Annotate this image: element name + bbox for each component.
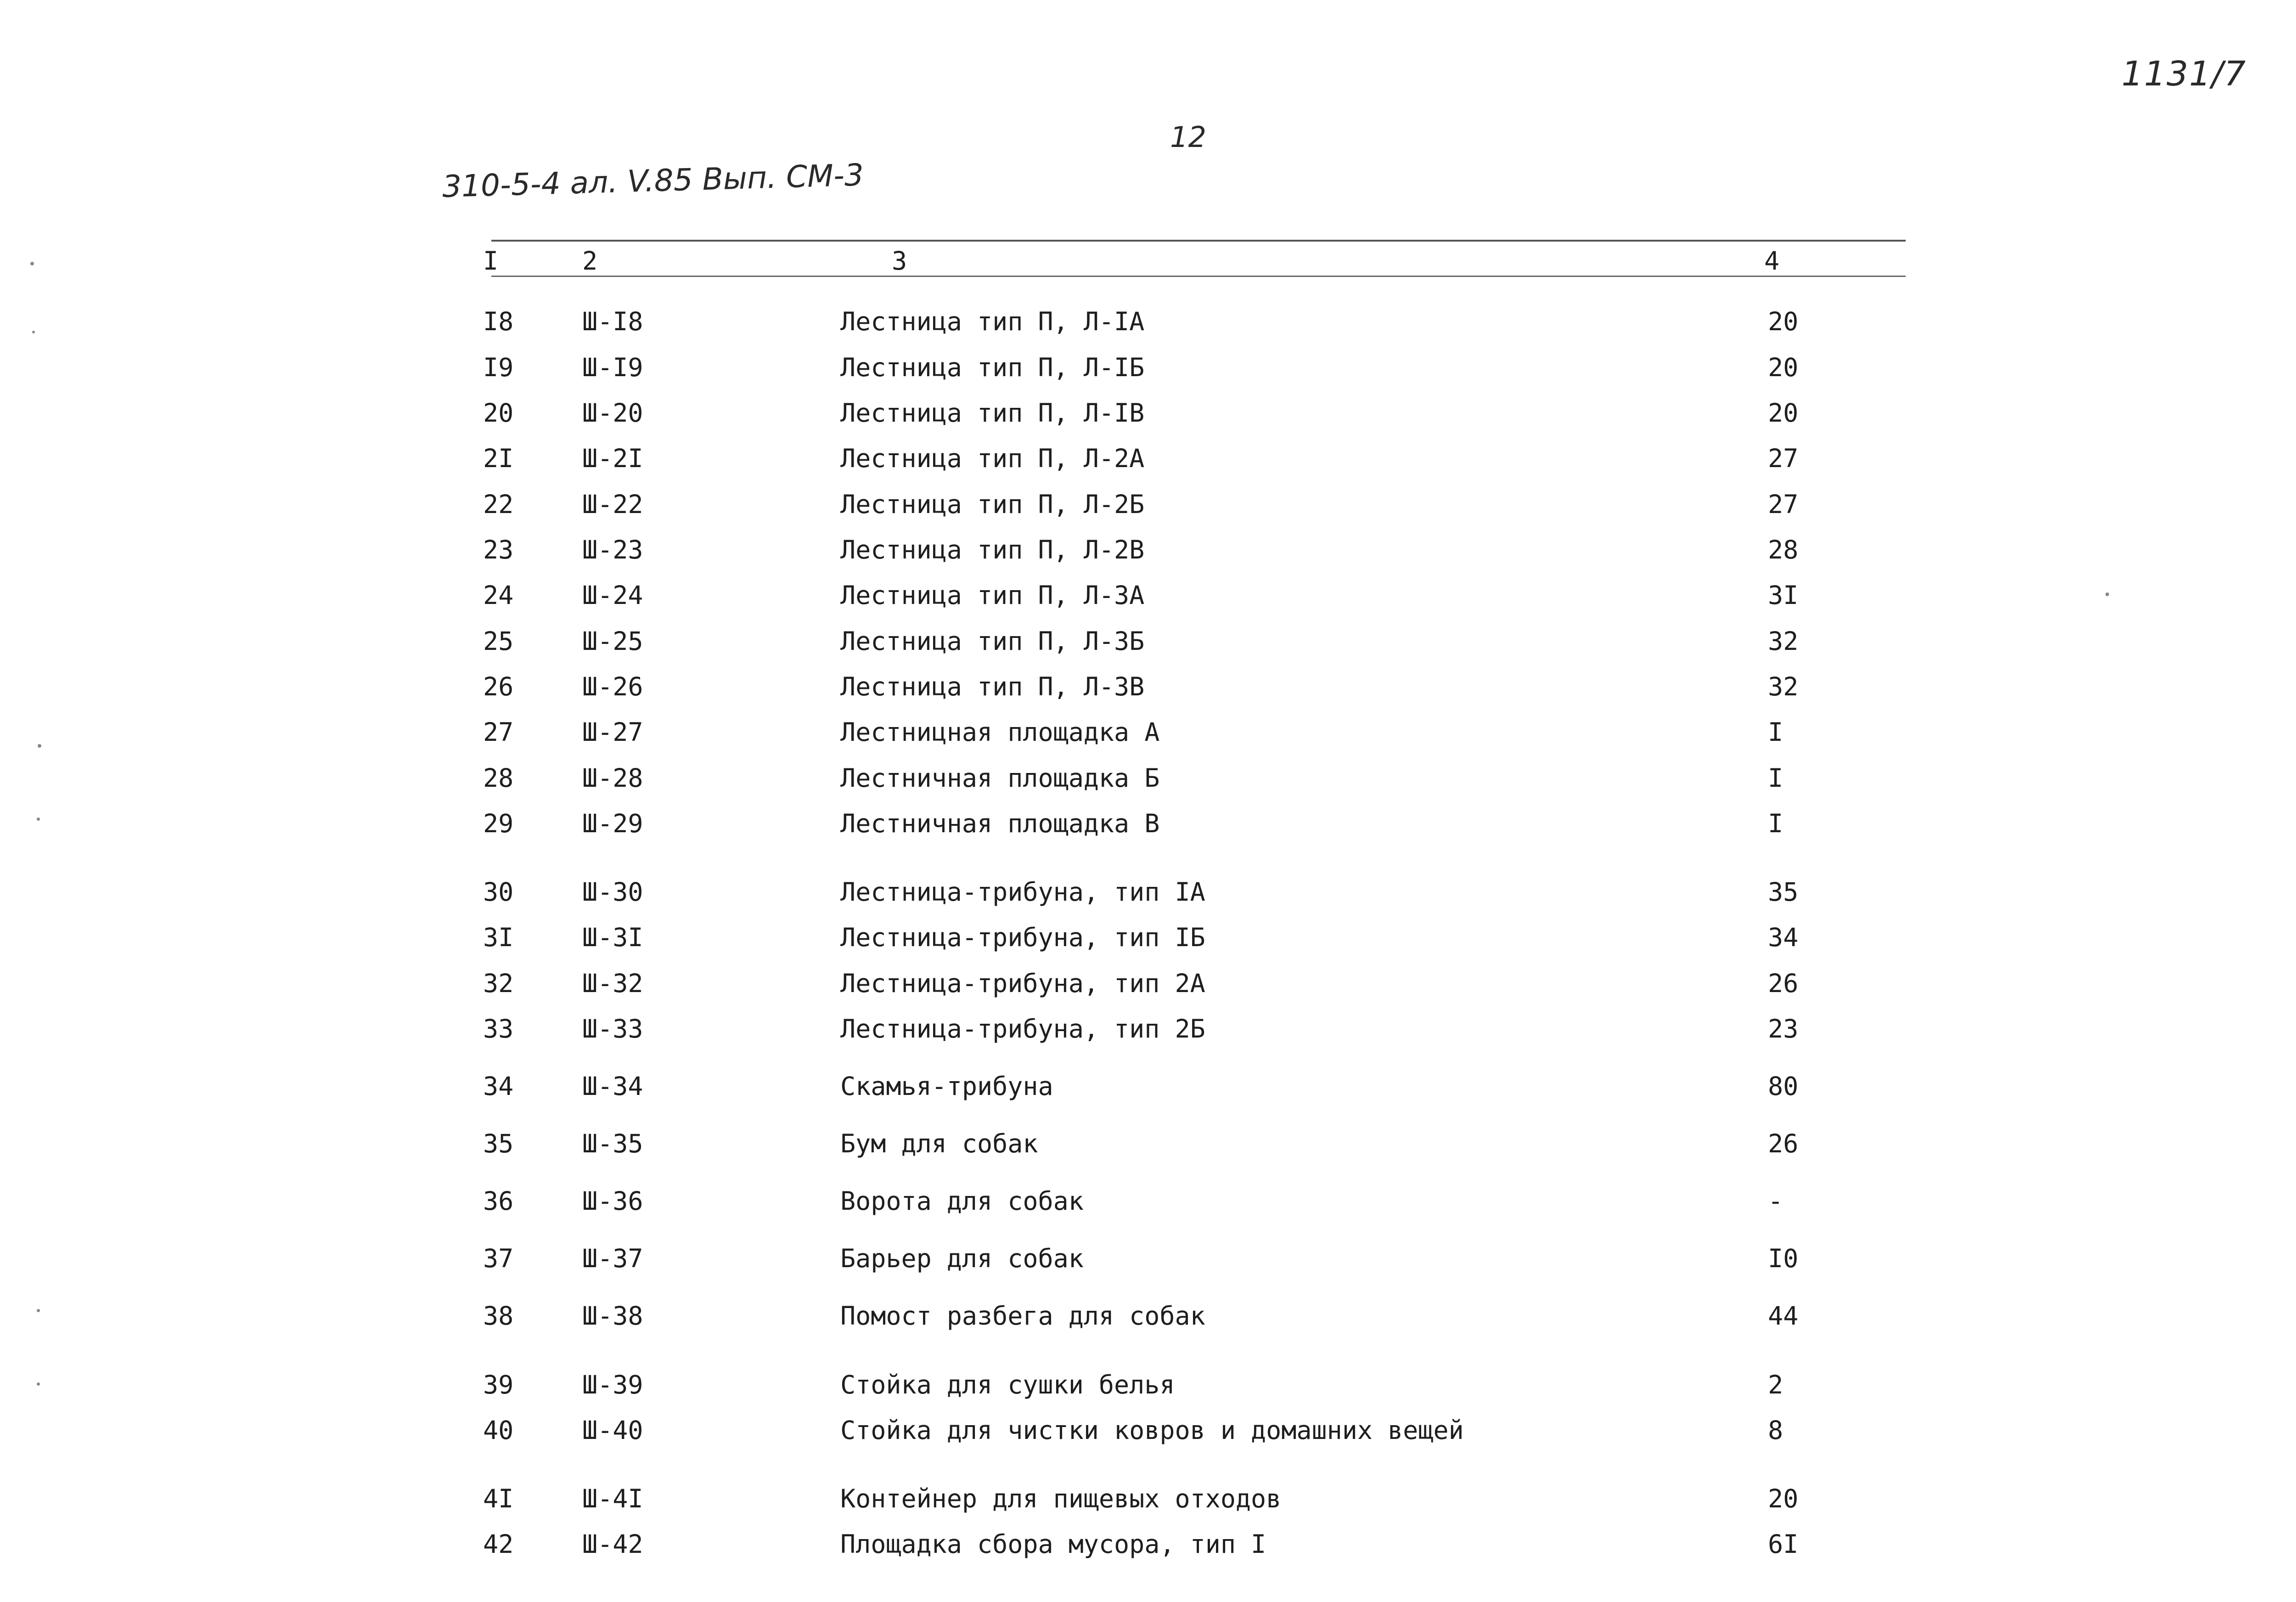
row-number: 28 — [483, 763, 514, 793]
row-code: Ш-27 — [582, 717, 643, 747]
row-number: 24 — [483, 581, 514, 610]
row-value: 2 — [1768, 1370, 1784, 1399]
row-number: 37 — [483, 1244, 514, 1273]
row-number: 25 — [483, 626, 514, 656]
row-number: I9 — [483, 353, 514, 382]
row-code: Ш-34 — [582, 1072, 643, 1101]
row-name: Контейнер для пищевых отходов — [840, 1484, 1282, 1513]
row-value: 34 — [1768, 923, 1799, 952]
row-code: Ш-29 — [582, 809, 643, 838]
row-name: Лестница тип П, Л-3В — [840, 672, 1145, 701]
row-value: 20 — [1768, 1484, 1799, 1513]
row-name: Площадка сбора мусора, тип I — [840, 1529, 1266, 1559]
row-number: 26 — [483, 672, 514, 701]
scan-speck — [2105, 592, 2109, 596]
row-value: 23 — [1768, 1014, 1799, 1044]
row-value: I — [1768, 809, 1784, 838]
row-number: 3I — [483, 923, 514, 952]
row-name: Ворота для собак — [840, 1186, 1084, 1216]
row-code: Ш-26 — [582, 672, 643, 701]
row-code: Ш-20 — [582, 398, 643, 428]
row-value: I — [1768, 717, 1784, 747]
row-name: Лестница-трибуна, тип IБ — [840, 923, 1205, 952]
row-value: 20 — [1768, 353, 1799, 382]
row-number: 29 — [483, 809, 514, 838]
row-number: 20 — [483, 398, 514, 428]
row-value: 44 — [1768, 1301, 1799, 1331]
row-name: Лестница тип П, Л-IА — [840, 307, 1145, 336]
row-code: Ш-25 — [582, 626, 643, 656]
row-value: 32 — [1768, 672, 1799, 701]
row-code: Ш-28 — [582, 763, 643, 793]
row-code: Ш-33 — [582, 1014, 643, 1044]
table-top-rule — [491, 240, 1906, 242]
row-code: Ш-30 — [582, 877, 643, 907]
row-code: Ш-37 — [582, 1244, 643, 1273]
row-value: 3I — [1768, 581, 1799, 610]
row-number: 35 — [483, 1129, 514, 1158]
row-value: 27 — [1768, 444, 1799, 473]
scan-speck — [38, 744, 41, 748]
row-name: Бум для собак — [840, 1129, 1038, 1158]
scan-speck — [30, 262, 34, 265]
archive-sheet-mark: 1131/7 — [2122, 54, 2247, 94]
row-number: 2I — [483, 444, 514, 473]
row-code: Ш-I9 — [582, 353, 643, 382]
row-code: Ш-38 — [582, 1301, 643, 1331]
row-name: Лестница тип П, Л-2А — [840, 444, 1145, 473]
row-number: 42 — [483, 1529, 514, 1559]
row-code: Ш-42 — [582, 1529, 643, 1559]
row-number: 22 — [483, 490, 514, 519]
row-value: 20 — [1768, 398, 1799, 428]
header-col-2: 2 — [582, 246, 598, 276]
row-number: 38 — [483, 1301, 514, 1331]
row-code: Ш-4I — [582, 1484, 643, 1513]
scan-speck — [32, 331, 35, 333]
scan-speck — [37, 818, 40, 821]
row-value: 27 — [1768, 490, 1799, 519]
row-code: Ш-40 — [582, 1416, 643, 1445]
row-code: Ш-23 — [582, 535, 643, 564]
row-code: Ш-24 — [582, 581, 643, 610]
row-value: I0 — [1768, 1244, 1799, 1273]
row-number: 33 — [483, 1014, 514, 1044]
row-number: 39 — [483, 1370, 514, 1399]
row-name: Лестница тип П, Л-IБ — [840, 353, 1145, 382]
row-number: 4I — [483, 1484, 514, 1513]
row-name: Стойка для чистки ковров и домашних вещей — [840, 1416, 1464, 1445]
row-name: Лестница-трибуна, тип 2А — [840, 969, 1205, 998]
row-value: - — [1768, 1186, 1784, 1216]
row-name: Лестничная площадка Б — [840, 763, 1160, 793]
row-code: Ш-3I — [582, 923, 643, 952]
row-number: 36 — [483, 1186, 514, 1216]
row-name: Лестница тип П, Л-IВ — [840, 398, 1145, 428]
row-code: Ш-35 — [582, 1129, 643, 1158]
row-name: Стойка для сушки белья — [840, 1370, 1175, 1399]
row-name: Лестничная площадка В — [840, 809, 1160, 838]
row-name: Лестница тип П, Л-3А — [840, 581, 1145, 610]
row-value: 32 — [1768, 626, 1799, 656]
row-name: Скамья-трибуна — [840, 1072, 1053, 1101]
row-code: Ш-2I — [582, 444, 643, 473]
row-name: Лестница тип П, Л-3Б — [840, 626, 1145, 656]
row-value: 20 — [1768, 307, 1799, 336]
row-value: 26 — [1768, 969, 1799, 998]
row-value: 28 — [1768, 535, 1799, 564]
row-name: Лестница тип П, Л-2Б — [840, 490, 1145, 519]
row-name: Барьер для собак — [840, 1244, 1084, 1273]
document-code: 310-5-4 ал. V.85 Вып. СМ-3 — [442, 157, 864, 204]
header-col-4: 4 — [1764, 246, 1780, 276]
row-number: 32 — [483, 969, 514, 998]
row-name: Помост разбега для собак — [840, 1301, 1205, 1331]
row-value: 35 — [1768, 877, 1799, 907]
row-value: 6I — [1768, 1529, 1799, 1559]
header-col-3: 3 — [892, 246, 907, 276]
row-number: 30 — [483, 877, 514, 907]
row-code: Ш-I8 — [582, 307, 643, 336]
row-value: 80 — [1768, 1072, 1799, 1101]
row-number: 23 — [483, 535, 514, 564]
row-value: 8 — [1768, 1416, 1784, 1445]
row-number: 40 — [483, 1416, 514, 1445]
row-number: 34 — [483, 1072, 514, 1101]
header-col-1: I — [483, 246, 499, 276]
row-name: Лестницная площадка А — [840, 717, 1160, 747]
row-code: Ш-32 — [582, 969, 643, 998]
scan-speck — [37, 1382, 40, 1386]
row-value: 26 — [1768, 1129, 1799, 1158]
row-code: Ш-36 — [582, 1186, 643, 1216]
row-number: I8 — [483, 307, 514, 336]
row-name: Лестница тип П, Л-2В — [840, 535, 1145, 564]
row-name: Лестница-трибуна, тип IА — [840, 877, 1205, 907]
row-number: 27 — [483, 717, 514, 747]
row-code: Ш-22 — [582, 490, 643, 519]
page-number: 12 — [1170, 120, 1206, 154]
table-header-rule — [491, 276, 1906, 277]
row-code: Ш-39 — [582, 1370, 643, 1399]
row-value: I — [1768, 763, 1784, 793]
scan-speck — [37, 1309, 40, 1312]
row-name: Лестница-трибуна, тип 2Б — [840, 1014, 1205, 1044]
